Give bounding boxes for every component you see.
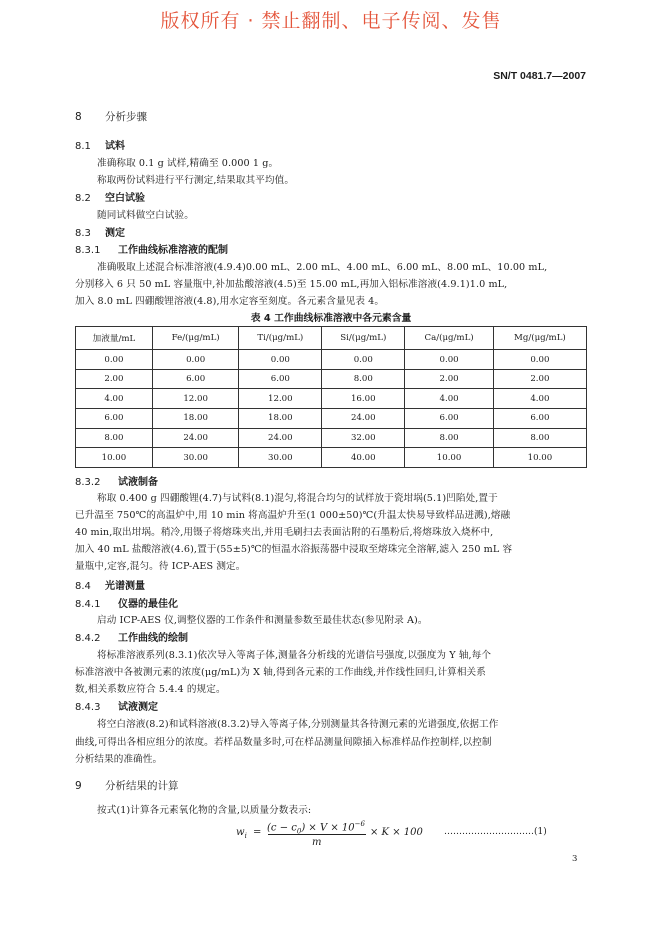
- section-title: 工作曲线标准溶液的配制: [118, 245, 228, 256]
- table-cell: 12.00: [152, 389, 239, 409]
- paragraph-line: 数,相关系数应符合 5.4.4 的规定。: [75, 684, 226, 695]
- table-row: [76, 369, 587, 389]
- section-title: 试液制备: [118, 477, 158, 488]
- table-cell: 6.00: [152, 369, 239, 389]
- standard-solution-table: [75, 326, 587, 468]
- formula-denominator: m: [312, 837, 322, 848]
- formula-equals: =: [253, 827, 262, 838]
- table-cell: 24.00: [322, 409, 405, 429]
- paragraph-line: 已升温至 750℃的高温炉中,用 10 min 将高温炉升至(1 000±50)℃(升温太快易导致样品迸溅),熔融: [75, 510, 511, 521]
- table-cell: 10.00: [493, 448, 586, 468]
- column-header: Ca/(μg/mL): [405, 327, 494, 350]
- table-cell: 0.00: [493, 350, 586, 370]
- table-cell: 10.00: [405, 448, 494, 468]
- paragraph-line: 分析结果的准确性。: [75, 754, 163, 765]
- formula-subscript: 0: [296, 827, 302, 836]
- fraction-bar: [268, 834, 366, 835]
- equation-number: …………………………(1): [444, 827, 547, 837]
- section-8-4-1-heading: [75, 595, 178, 610]
- paragraph: 称取两份试料进行平行测定,结果取其平均值。: [97, 175, 295, 186]
- section-8-3-2-heading: [75, 473, 158, 488]
- table-cell: 30.00: [239, 448, 322, 468]
- formula-variable: w: [236, 827, 245, 838]
- section-8-3-1-heading: [75, 241, 228, 256]
- table-header-row: [76, 327, 587, 350]
- section-8-4-2-heading: [75, 629, 188, 644]
- paragraph: 按式(1)计算各元素氧化物的含量,以质量分数表示:: [97, 805, 312, 816]
- section-title: 分析步骤: [105, 111, 147, 123]
- table-cell: 0.00: [322, 350, 405, 370]
- table-cell: 0.00: [76, 350, 153, 370]
- table-cell: 10.00: [76, 448, 153, 468]
- table-cell: 0.00: [239, 350, 322, 370]
- formula-superscript: −6: [354, 820, 365, 828]
- section-title: 试液测定: [118, 702, 158, 713]
- table-cell: 8.00: [76, 428, 153, 448]
- section-number: 8.4.3: [75, 702, 101, 713]
- section-8-4-3-heading: [75, 698, 158, 713]
- table-cell: 6.00: [405, 409, 494, 429]
- section-8-1-heading: [75, 137, 125, 152]
- table-cell: 8.00: [322, 369, 405, 389]
- table-cell: 6.00: [493, 409, 586, 429]
- paragraph: 启动 ICP-AES 仪,调整仪器的工作条件和测量参数至最佳状态(参见附录 A)。: [97, 615, 428, 626]
- section-8-3-heading: [75, 224, 125, 239]
- table-row: [76, 389, 587, 409]
- formula-lhs: [236, 827, 261, 840]
- section-8-2-heading: [75, 189, 145, 204]
- formula-subscript: i: [244, 832, 247, 840]
- table-cell: 2.00: [76, 369, 153, 389]
- table-cell: 4.00: [405, 389, 494, 409]
- section-title: 试料: [105, 141, 125, 152]
- table-cell: 40.00: [322, 448, 405, 468]
- section-8-heading: [75, 109, 147, 124]
- table-cell: 18.00: [239, 409, 322, 429]
- paragraph-line: 标准溶液中各被测元素的浓度(μg/mL)为 X 轴,得到各元素的工作曲线,并作线性回归,计算相关系: [75, 667, 486, 678]
- section-title: 空白试验: [105, 193, 145, 204]
- section-title: 光谱测量: [105, 581, 145, 592]
- section-title: 工作曲线的绘制: [118, 633, 188, 644]
- standard-number: SN/T 0481.7—2007: [493, 70, 586, 82]
- table-row: [76, 428, 587, 448]
- section-number: 8.4.1: [75, 599, 101, 610]
- paragraph-line: 曲线,可得出各相应组分的浓度。若样品数量多时,可在样品测量间隙插入标准样品作控制样,以控制: [75, 737, 492, 748]
- table-cell: 4.00: [76, 389, 153, 409]
- paragraph-line: 分别移入 6 只 50 mL 容量瓶中,补加盐酸溶液(4.5)至 15.00 mL,再加入铝标准溶液(4.9.1)1.0 mL,: [75, 279, 508, 290]
- section-number: 9: [75, 780, 82, 792]
- table-cell: 0.00: [405, 350, 494, 370]
- section-title: 测定: [105, 228, 125, 239]
- column-header: 加液量/mL: [76, 327, 153, 350]
- paragraph-line: 加入 8.0 mL 四硼酸锂溶液(4.8),用水定容至刻度。各元素含量见表 4。: [75, 296, 385, 307]
- paragraph-line: 40 min,取出坩埚。稍冷,用镊子将熔珠夹出,并用毛刷扫去表面沾附的石墨粉后,将熔珠放入烧杯中,: [75, 527, 494, 538]
- table-cell: 2.00: [405, 369, 494, 389]
- section-9-heading: [75, 778, 179, 793]
- paragraph-line: 称取 0.400 g 四硼酸锂(4.7)与试料(8.1)混匀,将混合均匀的试样放于瓷坩埚(5.1)凹陷处,置于: [97, 493, 498, 504]
- table-cell: 12.00: [239, 389, 322, 409]
- formula-numerator-rest: ) × V × 10: [301, 822, 355, 834]
- paragraph: 随同试料做空白试验。: [97, 210, 194, 221]
- section-number: 8.4.2: [75, 633, 101, 644]
- table-row: [76, 409, 587, 429]
- table-cell: 32.00: [322, 428, 405, 448]
- section-number: 8.1: [75, 141, 91, 152]
- table-cell: 0.00: [152, 350, 239, 370]
- table-cell: 2.00: [493, 369, 586, 389]
- table-cell: 30.00: [152, 448, 239, 468]
- table-row: [76, 350, 587, 370]
- paragraph-line: 准确吸取上述混合标准溶液(4.9.4)0.00 mL、2.00 mL、4.00 mL、6.00 mL、8.00 mL、10.00 mL,: [97, 262, 548, 273]
- page-number: 3: [572, 854, 578, 864]
- table-cell: 8.00: [405, 428, 494, 448]
- section-number: 8.3.2: [75, 477, 101, 488]
- formula-tail: × K × 100: [370, 827, 423, 838]
- paragraph-line: 将空白溶液(8.2)和试料溶液(8.3.2)导入等离子体,分别测量其各待测元素的光谱强度,依据工作: [97, 719, 499, 730]
- paragraph-line: 量瓶中,定容,混匀。待 ICP-AES 测定。: [75, 561, 246, 572]
- table-cell: 6.00: [76, 409, 153, 429]
- column-header: Fe/(μg/mL): [152, 327, 239, 350]
- section-number: 8.4: [75, 581, 91, 592]
- paragraph-line: 将标准溶液系列(8.3.1)依次导入等离子体,测量各分析线的光谱信号强度,以强度为 Y 轴,每个: [97, 650, 492, 661]
- section-number: 8.3.1: [75, 245, 101, 256]
- table-caption: 表 4 工作曲线标准溶液中各元素含量: [250, 313, 412, 324]
- table-cell: 16.00: [322, 389, 405, 409]
- section-title: 分析结果的计算: [105, 780, 179, 792]
- table-cell: 4.00: [493, 389, 586, 409]
- table-cell: 18.00: [152, 409, 239, 429]
- section-number: 8.2: [75, 193, 91, 204]
- section-number: 8.3: [75, 228, 91, 239]
- section-8-4-heading: [75, 577, 145, 592]
- paragraph: 准确称取 0.1 g 试样,精确至 0.000 1 g。: [97, 158, 279, 169]
- table-cell: 24.00: [239, 428, 322, 448]
- column-header: Si/(μg/mL): [322, 327, 405, 350]
- copyright-watermark: 版权所有 · 禁止翻制、电子传阅、发售: [160, 10, 502, 32]
- paragraph-line: 加入 40 mL 盐酸溶液(4.6),置于(55±5)℃的恒温水浴振荡器中浸取至熔珠完全溶解,滤入 250 mL 容: [75, 544, 513, 555]
- table-cell: 6.00: [239, 369, 322, 389]
- formula-numerator-text: (c − c: [267, 822, 297, 834]
- section-title: 仪器的最佳化: [118, 599, 178, 610]
- section-number: 8: [75, 111, 82, 123]
- table-cell: 24.00: [152, 428, 239, 448]
- table-cell: 8.00: [493, 428, 586, 448]
- column-header: Ti/(μg/mL): [239, 327, 322, 350]
- table-row: [76, 448, 587, 468]
- column-header: Mg/(μg/mL): [493, 327, 586, 350]
